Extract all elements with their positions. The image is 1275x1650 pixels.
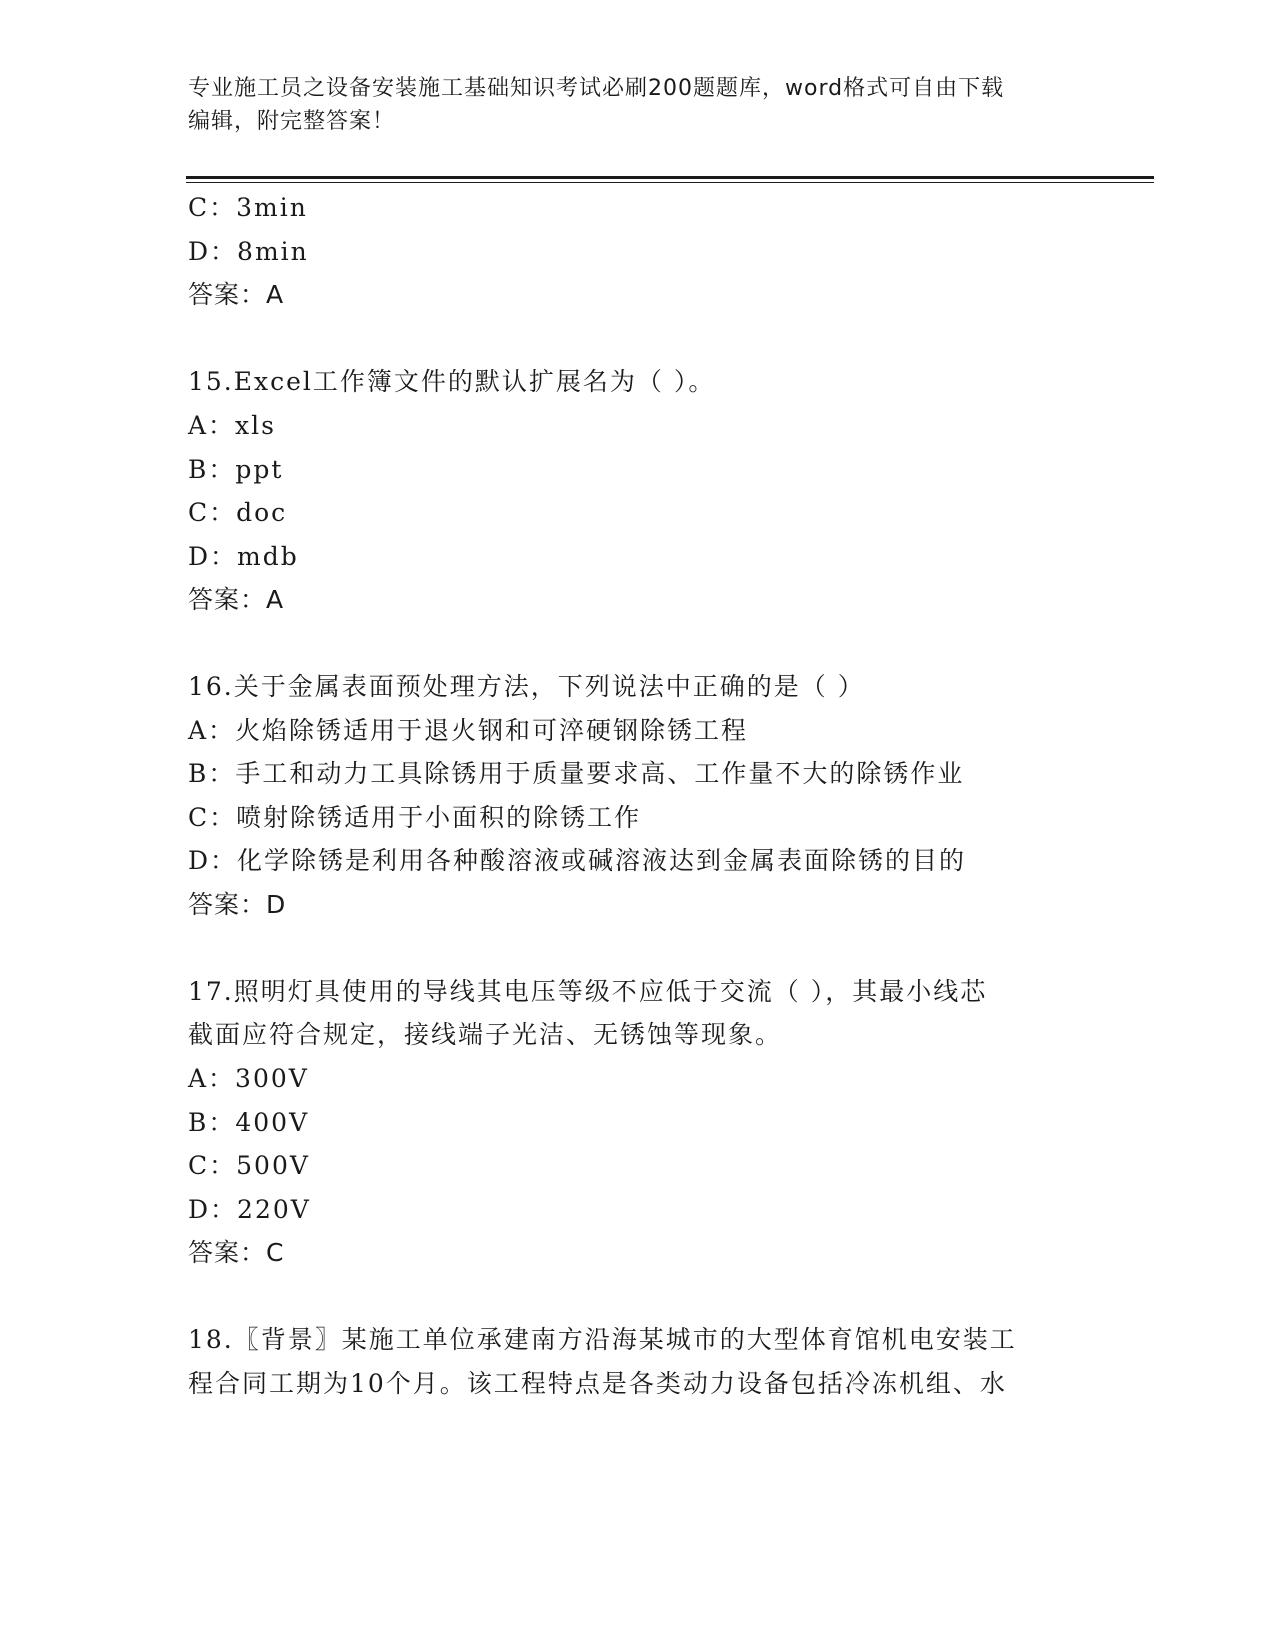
q14-option-c: C：3min: [188, 193, 308, 222]
q14-option-d: D：8min: [188, 237, 309, 266]
q15-answer: 答案：A: [188, 585, 285, 614]
q15-option-c: C：doc: [188, 498, 288, 527]
header-line-1: 专业施工员之设备安装施工基础知识考试必刷200题题库，word格式可自由下载: [188, 76, 1005, 101]
q15-option-a: A：xls: [188, 411, 276, 440]
header-rule-thick: [186, 176, 1154, 179]
q16-option-a: A：火焰除锈适用于退火钢和可淬硬钢除锈工程: [188, 716, 749, 745]
q17-option-a: A：300V: [188, 1064, 309, 1093]
q18-stem-line-2: 程合同工期为10个月。该工程特点是各类动力设备包括冷冻机组、水: [188, 1369, 1007, 1398]
q15-stem: 15.Excel工作簿文件的默认扩展名为（ ）。: [188, 367, 716, 396]
q15-option-b: B：ppt: [188, 455, 284, 484]
document-header: [188, 72, 1088, 138]
q15-option-d: D：mdb: [188, 542, 299, 571]
q16-option-c: C：喷射除锈适用于小面积的除锈工作: [188, 803, 642, 832]
q14-answer: 答案：A: [188, 280, 285, 309]
q17-stem-line-2: 截面应符合规定，接线端子光洁、无锈蚀等现象。: [188, 1020, 783, 1049]
q16-option-d: D：化学除锈是利用各种酸溶液或碱溶液达到金属表面除锈的目的: [188, 846, 967, 875]
q16-option-b: B：手工和动力工具除锈用于质量要求高、工作量不大的除锈作业: [188, 759, 965, 788]
q17-option-c: C：500V: [188, 1151, 310, 1180]
header-rule-thin: [186, 182, 1154, 183]
header-line-2: 编辑，附完整答案！: [188, 109, 396, 134]
q16-answer: 答案：D: [188, 890, 287, 919]
q17-answer: 答案：C: [188, 1238, 285, 1267]
q17-option-d: D：220V: [188, 1195, 311, 1224]
q17-option-b: B：400V: [188, 1108, 310, 1137]
q16-stem: 16.关于金属表面预处理方法，下列说法中正确的是（ ）: [188, 672, 865, 701]
q18-stem-line-1: 18.〖背景〗某施工单位承建南方沿海某城市的大型体育馆机电安装工: [188, 1325, 1017, 1354]
q17-stem-line-1: 17.照明灯具使用的导线其电压等级不应低于交流（ ），其最小线芯: [188, 977, 988, 1006]
